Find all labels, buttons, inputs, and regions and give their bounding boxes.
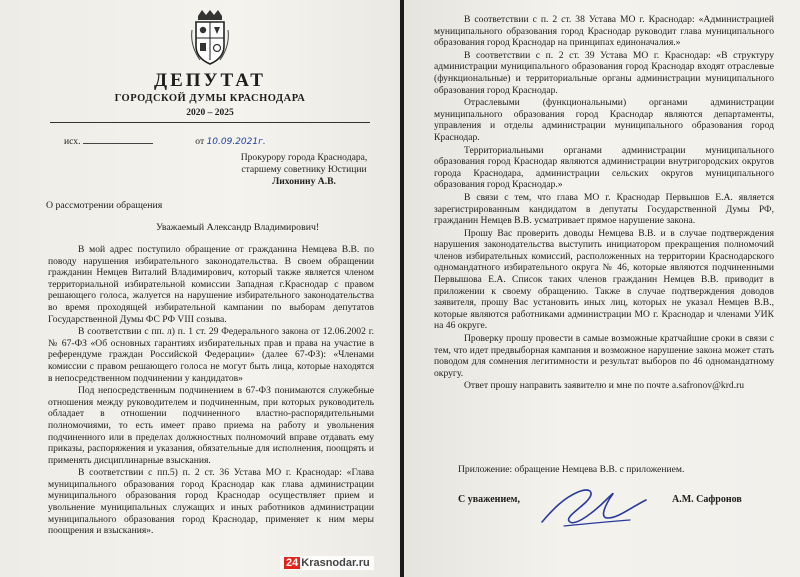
paragraph: Территориальными органами администрации муниципального образования город Краснодар являются администрации внутригородских округов города Краснодара, администрации сельских округов муниципального образования город Краснодар.» xyxy=(434,144,774,191)
watermark-number: 24 xyxy=(286,557,299,569)
addressee-line2: старшему советнику Юстиции xyxy=(241,164,367,175)
right-page xyxy=(404,0,800,577)
watermark-text: Krasnodar.ru xyxy=(301,557,370,569)
ref-number xyxy=(83,143,153,144)
letterhead-divider xyxy=(50,122,370,123)
paragraph: Под непосредственным подчинением в 67-ФЗ понимаются служебные отношения между руководителем и подчиненным, при которых руководитель обладает в отношении подчиненного властно-распорядительными полномочиями, то есть имеет право приема на работу и увольнения подчиненного или в пределах должностных полномочий вправе отдавать ему приказы, распоряжения и указания, обязательные для исполнения, поощрять и применять дисциплинарные взыскания. xyxy=(48,385,374,466)
left-body xyxy=(48,244,374,538)
ref-prefix: исх. xyxy=(64,136,81,147)
watermark-logo xyxy=(280,556,374,570)
letterhead-term: 2020 – 2025 xyxy=(186,108,234,118)
signer-name: А.М. Сафронов xyxy=(672,494,742,505)
paragraph: В соответствии с п. 2 ст. 38 Устава МО г. Краснодар: «Администрацией муниципального образования город Краснодар руководит глава муниципального образования город Краснодар на принципах единоначалия.» xyxy=(434,14,774,49)
paragraph: В мой адрес поступило обращение от гражданина Немцева В.В. по поводу нарушения избирательного законодательства. В своем обращении гражданин Немцев Виталий Владимирович, который также является членом территориальной избирательной комиссии Западная г.Краснодар с правом решающего голоса, жалуется на нарушение избирательного законодательства во время проходящей избирательной кампании по выборам депутатов Государственной Думы ФС РФ VIII созыва. xyxy=(48,244,374,325)
closing-regards: С уважением, xyxy=(458,494,520,505)
paragraph: Прошу Вас проверить доводы Немцева В.В. и в случае подтверждения нарушения законодательства выступить инициатором прекращения полномочий членов избирательных комиссий, расположенных на территории Краснодарского одномандатного избирательного округа № 46, которые являются подчиненными Первышова Е.А. Список таких членов гражданин Немцев В.В. приводит в приложении к своему обращению. Также в случае подтверждения доводов заявителя, прошу Вас установить иных лиц, которых не указал Немцев В.В., которые являются работниками администрации МО г. Краснодар и членами УИК на 46 округе. xyxy=(434,227,774,332)
outgoing-ref xyxy=(64,136,364,147)
paragraph: Проверку прошу провести в самые возможные кратчайшие сроки в связи с тем, что идет предвыборная кампания и возможное нарушение закона может стать поводом для сомнения легитимности и результат выборов по 46 одномандатному округу. xyxy=(434,333,774,379)
paragraph: Ответ прошу направить заявителю и мне по почте a.safronov@krd.ru xyxy=(464,380,745,392)
attachment-note: Приложение: обращение Немцева В.В. с приложением. xyxy=(458,464,685,475)
paragraph: В соответствии с пп. л) п. 1 ст. 29 Федерального закона от 12.06.2002 г. № 67-ФЗ «Об основных гарантиях избирательных прав и права на участие в референдуме граждан Российской Федерации» (далее 67-ФЗ): «Членами комиссии с правом решающего голоса не могут быть лица, которые находятся в непосредственном подчинении у кандидатов» xyxy=(48,326,374,384)
paragraph: В соответствии с п. 2 ст. 39 Устава МО г. Краснодар: «В структуру администрации муниципального образования город Краснодар входят отраслевые (функциональные) и территориальные органы администрации муниципального образования город Краснодар. xyxy=(434,49,774,96)
letterhead-title: ДЕПУТАТ xyxy=(154,70,266,91)
addressee-block xyxy=(214,152,394,188)
addressee-name: Лихонину А.В. xyxy=(272,176,336,187)
subject-line: О рассмотрении обращения xyxy=(46,200,163,211)
right-body xyxy=(434,14,774,393)
ref-date: 10.09.2021г. xyxy=(206,137,266,147)
ref-from-label: от xyxy=(195,136,205,147)
paragraph: Отраслевыми (функциональными) органами администрации муниципального образования город Краснодар являются департаменты, управления и отделы администрации муниципального образования город Краснодар. xyxy=(434,97,774,143)
paragraph: В связи с тем, что глава МО г. Краснодар Первышов Е.А. является зарегистрированным кандидатом в депутаты Государственной Думы РФ, гражданин Немцев В.В. усматривает прямое нарушение закона. xyxy=(434,191,774,227)
letterhead-org: ГОРОДСКОЙ ДУМЫ КРАСНОДАРА xyxy=(114,93,306,104)
coat-of-arms-icon xyxy=(190,10,230,66)
signature-icon xyxy=(534,478,654,538)
greeting: Уважаемый Александр Владимирович! xyxy=(156,222,320,233)
addressee-line1: Прокурору города Краснодара, xyxy=(240,152,368,163)
paragraph: В соответствии с пп.5) п. 2 ст. 36 Устава МО г. Краснодар: «Глава муниципального образования город Краснодар как глава администрации муниципального образования город Краснодар осуществляет прием и увольнение муниципальных служащих и иных работников администрации муниципального образования город Краснодар, применяет к ним меры поощрения и взыскания». xyxy=(48,467,374,537)
